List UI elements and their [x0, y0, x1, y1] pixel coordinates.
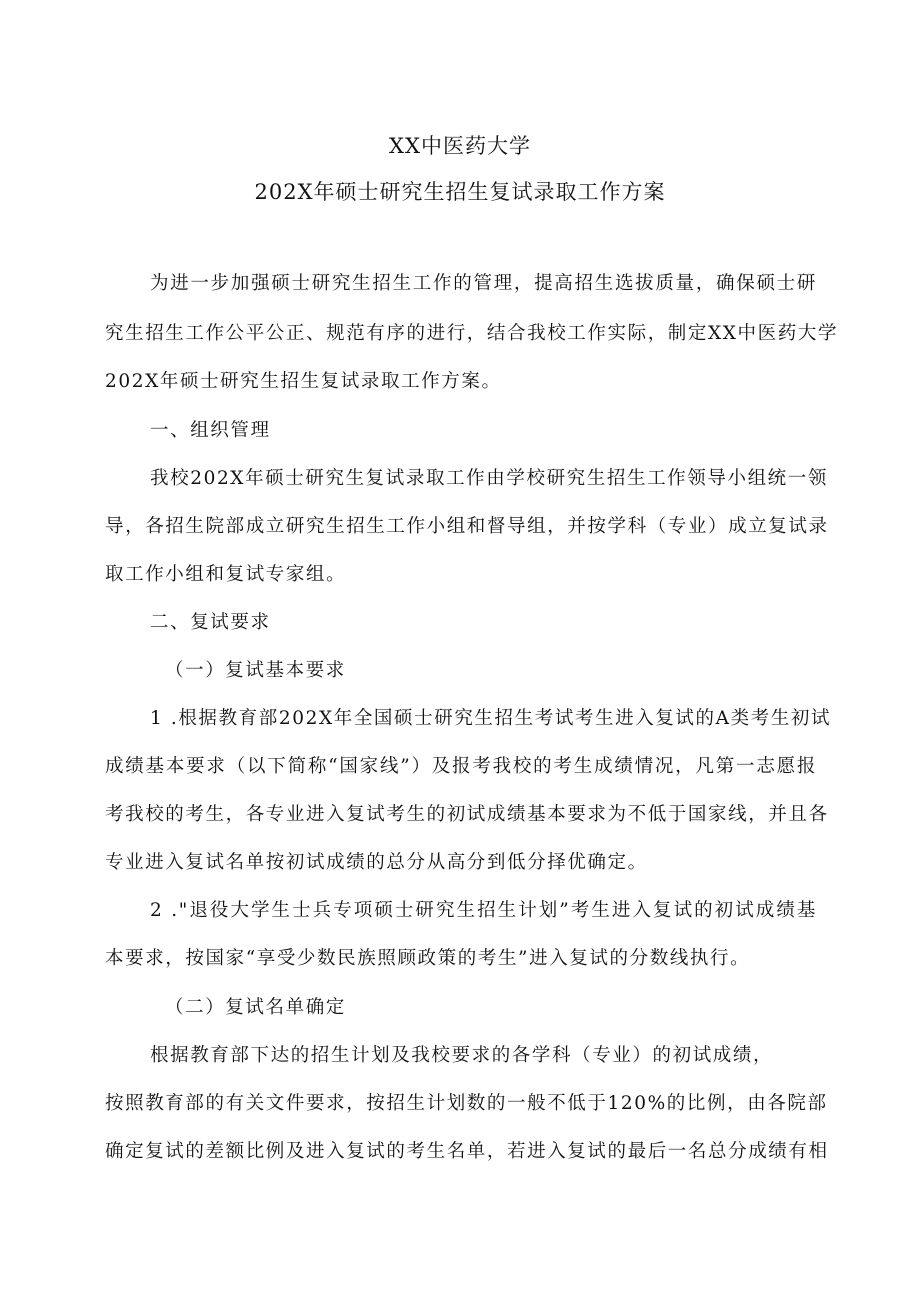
item1-line-4: 专业进入复试名单按初试成绩的总分从高分到低分择优确定。 — [105, 852, 648, 873]
sub2-line-2: 按照教育部的有关文件要求，按招生计划数的一般不低于120%的比例，由各院部 — [105, 1093, 828, 1114]
intro-line-2: 究生招生工作公平公正、规范有序的进行，结合我校工作实际，制定XX中医药大学 — [105, 323, 839, 344]
item2-line-1: 2 ."退役大学生士兵专项硕士研究生招生计划”考生进入复试的初试成绩基 — [150, 900, 817, 921]
sub2-line-1: 根据教育部下达的招生计划及我校要求的各学科（专业）的初试成绩， — [150, 1045, 774, 1066]
item1-line-2: 成绩基本要求（以下简称“国家线”）及报考我校的考生成绩情况，凡第一志愿报 — [105, 756, 817, 777]
section1-line-2: 导，各招生院部成立研究生招生工作小组和督导组，并按学科（专业）成立复试录 — [105, 516, 829, 537]
item1-line-3: 考我校的考生，各专业进入复试考生的初试成绩基本要求为不低于国家线，并且各 — [105, 804, 829, 825]
document-title-university: XX中医药大学 — [389, 134, 531, 158]
sub2-line-3: 确定复试的差额比例及进入复试的考生名单，若进入复试的最后一名总分成绩有相 — [105, 1141, 829, 1162]
section-heading-organization: 一、组织管理 — [150, 420, 271, 441]
document-title-plan: 202X年硕士研究生招生复试录取工作方案 — [254, 180, 666, 204]
intro-line-3: 202X年硕士研究生招生复试录取工作方案。 — [105, 371, 502, 392]
item1-line-1: 1 .根据教育部202X年全国硕士研究生招生考试考生进入复试的A类考生初试 — [150, 708, 832, 729]
section-heading-retest-requirements: 二、复试要求 — [150, 612, 271, 633]
intro-line-1: 为进一步加强硕士研究生招生工作的管理，提高招生选拔质量，确保硕士研 — [150, 273, 817, 294]
subsection-heading-basic-requirements: （一）复试基本要求 — [165, 660, 346, 681]
section1-line-1: 我校202X年硕士研究生复试录取工作由学校研究生招生工作领导小组统一领 — [150, 468, 828, 489]
subsection-heading-retest-list: （二）复试名单确定 — [165, 997, 346, 1018]
item2-line-2: 本要求，按国家“享受少数民族照顾政策的考生”进入复试的分数线执行。 — [105, 948, 751, 969]
section1-line-3: 取工作小组和复试专家组。 — [105, 564, 347, 585]
